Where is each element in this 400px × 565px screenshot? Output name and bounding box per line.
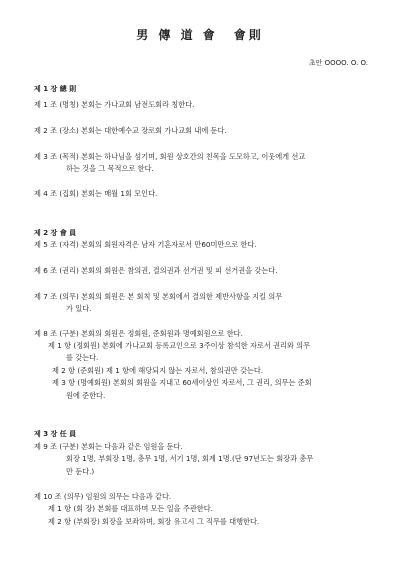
- title-rules: 會則: [233, 28, 264, 42]
- chapter-2-heading: 제 2 장 會 員: [34, 229, 77, 237]
- article-1: 제 1 조 (명칭) 본회는 가나교회 남전도회라 칭한다.: [34, 100, 195, 109]
- article-8-clause-1-cont: 를 갖는다.: [66, 353, 99, 362]
- article-10-clause-1: 제 1 항 (회 장) 본회를 대표하며 모든 일을 주관한다.: [48, 504, 213, 513]
- article-8-clause-1: 제 1 항 (정회원) 본회에 가나교회 등록교인으로 3주이상 참석한 자로서 권리와 의무: [48, 341, 311, 350]
- article-10: 제 10 조 (의무) 임원의 의무는 다음과 같다.: [34, 492, 172, 501]
- article-9-officers: 회장 1명, 부회장 1명, 총무 1명, 서기 1명, 회계 1명.(단 97년도는 회장과 총무: [66, 454, 314, 463]
- article-8-clause-3: 제 3 항 (명예회원) 본회의 회원을 지내고 60세이상인 자로서, 그 권리, 의무는 준회: [52, 378, 312, 387]
- title-org-name: 男 傳 道 會: [136, 28, 218, 42]
- article-3-cont: 하는 것을 그 목적으로 한다.: [66, 164, 154, 173]
- article-8-clause-2: 제 2 항 (준회원) 제 1 항에 해당되지 않는 자로서, 참의권만 갖는다.: [52, 366, 264, 375]
- article-9: 제 9 조 (구분) 본회는 다음과 같은 임원을 둔다.: [34, 442, 183, 451]
- article-2: 제 2 조 (장소) 본회는 대한예수교 장로회 가나교회 내에 둔다.: [34, 126, 227, 135]
- article-5: 제 5 조 (자격) 본회의 회원자격은 남자 기혼자로서 만60미만으로 한다.: [34, 240, 257, 249]
- article-3: 제 3 조 (목적) 본회는 하나님을 섬기며, 회원 상호간의 친목을 도모하고, 이웃에게 선교: [34, 152, 306, 161]
- article-7: 제 7 조 (의무) 본회의 회원은 본 회칙 및 본회에서 결의한 제반사항을 지킬 의무: [34, 292, 283, 301]
- article-9-officers-cont: 만 둔다.): [66, 467, 95, 476]
- article-10-clause-2: 제 2 항 (부회장) 회장을 보좌하며, 회장 유고시 그 직무를 대행한다.: [48, 517, 260, 526]
- article-7-cont: 가 있다.: [66, 304, 92, 313]
- chapter-3-heading: 제 3 장 任 員: [34, 430, 77, 438]
- article-8: 제 8 조 (구분) 본회의 회원은 정회원, 준회원과 명예회원으로 한다.: [34, 329, 243, 338]
- chapter-1-heading: 제 1 장 總 則: [34, 85, 77, 93]
- article-4: 제 4 조 (집회) 본회는 매월 1회 모인다.: [34, 189, 158, 198]
- draft-date: 초안 OOOO. O. O.: [308, 59, 368, 67]
- document-title: [0, 26, 400, 43]
- article-6: 제 6 조 (권리) 본회의 회원은 참의권, 결의권과 선거권 및 피 선거권을 갖는다.: [34, 266, 278, 275]
- article-8-clause-3-cont: 원에 준한다.: [66, 391, 106, 400]
